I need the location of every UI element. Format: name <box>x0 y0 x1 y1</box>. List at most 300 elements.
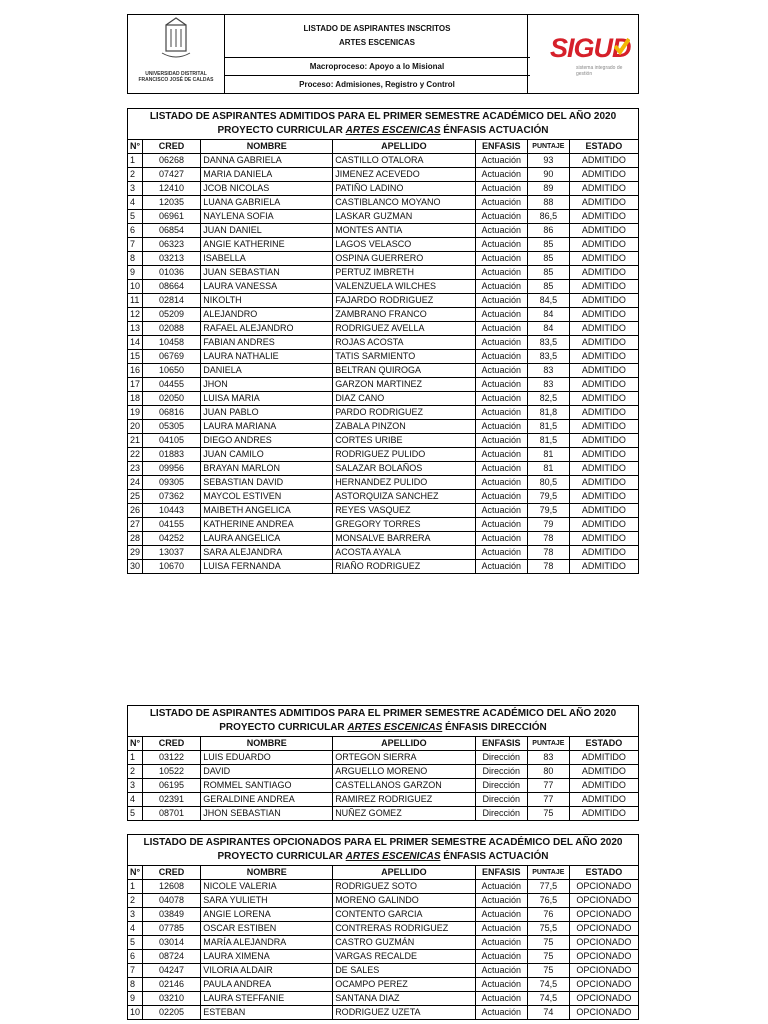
table-cell: Actuación <box>475 880 527 894</box>
table-cell: ADMITIDO <box>569 266 638 280</box>
table-cell: 89 <box>527 182 569 196</box>
table-cell: 9 <box>128 266 143 280</box>
table-row <box>128 807 639 821</box>
column-header: APELLIDO <box>333 866 475 880</box>
table-title <box>128 835 639 866</box>
table-title-line1: LISTADO DE ASPIRANTES ADMITIDOS PARA EL PRIMER SEMESTRE ACADÉMICO DEL AÑO 2020 <box>149 111 617 122</box>
table-cell: ADMITIDO <box>569 210 638 224</box>
table-cell: 25 <box>128 490 143 504</box>
table-cell: 02391 <box>142 793 201 807</box>
table-cell: 13037 <box>142 546 201 560</box>
table-cell: 93 <box>527 154 569 168</box>
table-cell: ADMITIDO <box>569 546 638 560</box>
table-cell: Actuación <box>475 546 527 560</box>
table-cell: 10 <box>128 280 143 294</box>
table-cell: 74 <box>527 1006 569 1020</box>
table-cell: ORTEGON SIERRA <box>333 751 475 765</box>
table-cell: Actuación <box>475 224 527 238</box>
column-header: NOMBRE <box>201 737 333 751</box>
table-row <box>128 182 639 196</box>
table-cell: ADMITIDO <box>569 238 638 252</box>
column-header: ESTADO <box>569 737 638 751</box>
checkmark-icon <box>614 37 630 55</box>
table-cell: RAFAEL ALEJANDRO <box>201 322 333 336</box>
table-cell: Actuación <box>475 308 527 322</box>
table-cell: 83,5 <box>527 336 569 350</box>
table-cell: MARIA DANIELA <box>201 168 333 182</box>
table-cell: 03213 <box>142 252 201 266</box>
title-prefix: PROYECTO CURRICULAR <box>217 851 346 862</box>
table-cell: RODRIGUEZ PULIDO <box>333 448 475 462</box>
table-cell: Actuación <box>475 364 527 378</box>
table-cell: ADMITIDO <box>569 392 638 406</box>
table-cell: 04155 <box>142 518 201 532</box>
table-cell: ZABALA PINZON <box>333 420 475 434</box>
column-header: APELLIDO <box>333 737 475 751</box>
table-cell: 21 <box>128 434 143 448</box>
table-cell: OPCIONADO <box>569 964 638 978</box>
table-cell: VARGAS RECALDE <box>333 950 475 964</box>
table-cell: ADMITIDO <box>569 322 638 336</box>
table-cell: 20 <box>128 420 143 434</box>
table-cell: 22 <box>128 448 143 462</box>
table-cell: 85 <box>527 238 569 252</box>
column-header: N° <box>128 737 143 751</box>
table-cell: RAMIREZ RODRIGUEZ <box>333 793 475 807</box>
table-cell: Actuación <box>475 448 527 462</box>
table-cell: 79,5 <box>527 504 569 518</box>
table-cell: ADMITIDO <box>569 532 638 546</box>
table-cell: OCAMPO PEREZ <box>333 978 475 992</box>
header-titles <box>224 15 530 93</box>
table-cell: GARZON MARTINEZ <box>333 378 475 392</box>
table-cell: ADMITIDO <box>569 434 638 448</box>
table-cell: ADMITIDO <box>569 490 638 504</box>
table-cell: 9 <box>128 992 143 1006</box>
table-cell: 83 <box>527 364 569 378</box>
table-cell: Actuación <box>475 322 527 336</box>
admitidos-direccion-table <box>127 705 639 821</box>
table-cell: Actuación <box>475 518 527 532</box>
table-row <box>128 964 639 978</box>
table-cell: 09305 <box>142 476 201 490</box>
title-program: ARTES ESCENICAS <box>347 722 443 733</box>
table-row <box>128 378 639 392</box>
table-title-line2 <box>130 850 636 864</box>
table-cell: JUAN CAMILO <box>201 448 333 462</box>
table-cell: OPCIONADO <box>569 922 638 936</box>
table-cell: ADMITIDO <box>569 182 638 196</box>
table-cell: 09956 <box>142 462 201 476</box>
table-cell: ADMITIDO <box>569 336 638 350</box>
table-row <box>128 936 639 950</box>
table-cell: NIKOLTH <box>201 294 333 308</box>
table-cell: Dirección <box>475 807 527 821</box>
table-cell: 10458 <box>142 336 201 350</box>
table-cell: 30 <box>128 560 143 574</box>
table-cell: Actuación <box>475 434 527 448</box>
column-header: PUNTAJE <box>527 866 569 880</box>
table-cell: 06195 <box>142 779 201 793</box>
table-cell: 75 <box>527 936 569 950</box>
table-cell: ESTEBAN <box>201 1006 333 1020</box>
table-row <box>128 793 639 807</box>
table-cell: 03014 <box>142 936 201 950</box>
table-cell: 23 <box>128 462 143 476</box>
table-cell: MARÍA ALEJANDRA <box>201 936 333 950</box>
table-cell: ADMITIDO <box>569 504 638 518</box>
table-row <box>128 294 639 308</box>
column-header: CRED <box>142 737 201 751</box>
table-cell: Actuación <box>475 560 527 574</box>
table-row <box>128 532 639 546</box>
table-cell: Actuación <box>475 462 527 476</box>
table-row <box>128 922 639 936</box>
table-cell: Actuación <box>475 504 527 518</box>
table-cell: ADMITIDO <box>569 807 638 821</box>
table-cell: 83,5 <box>527 350 569 364</box>
table-cell: 03122 <box>142 751 201 765</box>
table-cell: 5 <box>128 936 143 950</box>
table-cell: Dirección <box>475 779 527 793</box>
table-row <box>128 266 639 280</box>
table-cell: ADMITIDO <box>569 378 638 392</box>
table-cell: DIAZ CANO <box>333 392 475 406</box>
title-program: ARTES ESCENICAS <box>345 125 441 136</box>
table-cell: 08724 <box>142 950 201 964</box>
table-cell: 78 <box>527 546 569 560</box>
table-cell: LUISA FERNANDA <box>201 560 333 574</box>
table-cell: REYES VASQUEZ <box>333 504 475 518</box>
table-cell: ADMITIDO <box>569 406 638 420</box>
table-row <box>128 168 639 182</box>
table-cell: Actuación <box>475 280 527 294</box>
table-cell: KATHERINE ANDREA <box>201 518 333 532</box>
column-header: ESTADO <box>569 866 638 880</box>
table-cell: 81,5 <box>527 434 569 448</box>
table-cell: JIMENEZ ACEVEDO <box>333 168 475 182</box>
table-cell: CASTILLO OTALORA <box>333 154 475 168</box>
table-cell: RIAÑO RODRIGUEZ <box>333 560 475 574</box>
table-cell: Actuación <box>475 294 527 308</box>
table-cell: LAURA NATHALIE <box>201 350 333 364</box>
table-cell: OPCIONADO <box>569 936 638 950</box>
table-cell: 10522 <box>142 765 201 779</box>
table-cell: 05209 <box>142 308 201 322</box>
university-subname: FRANCISCO JOSÉ DE CALDAS <box>138 77 214 83</box>
column-header: N° <box>128 866 143 880</box>
table-cell: CONTRERAS RODRIGUEZ <box>333 922 475 936</box>
table-row <box>128 308 639 322</box>
table-cell: 3 <box>128 182 143 196</box>
table-cell: 82,5 <box>527 392 569 406</box>
sigud-tagline: sistema integrado de gestión <box>576 65 623 77</box>
table-cell: 06268 <box>142 154 201 168</box>
table-cell: 6 <box>128 224 143 238</box>
table-cell: JCOB NICOLAS <box>201 182 333 196</box>
table-cell: OSPINA GUERRERO <box>333 252 475 266</box>
table-cell: 1 <box>128 751 143 765</box>
table-cell: Dirección <box>475 793 527 807</box>
table-cell: 7 <box>128 238 143 252</box>
university-name: UNIVERSIDAD DISTRITAL <box>145 71 207 77</box>
table-title-line2 <box>130 124 636 138</box>
table-cell: 85 <box>527 252 569 266</box>
table-cell: 12035 <box>142 196 201 210</box>
table-cell: FABIAN ANDRES <box>201 336 333 350</box>
table-cell: CORTES URIBE <box>333 434 475 448</box>
table-cell: 06323 <box>142 238 201 252</box>
table-cell: 8 <box>128 252 143 266</box>
table-cell: 10650 <box>142 364 201 378</box>
table-cell: OPCIONADO <box>569 894 638 908</box>
table-row <box>128 560 639 574</box>
table-cell: ADMITIDO <box>569 196 638 210</box>
table-title-line1: LISTADO DE ASPIRANTES ADMITIDOS PARA EL PRIMER SEMESTRE ACADÉMICO DEL AÑO 2020 <box>149 708 617 719</box>
table-cell: ADMITIDO <box>569 420 638 434</box>
table-cell: ADMITIDO <box>569 779 638 793</box>
table-cell: 08701 <box>142 807 201 821</box>
table-cell: 02814 <box>142 294 201 308</box>
table-cell: 83 <box>527 751 569 765</box>
table-cell: MAYCOL ESTIVEN <box>201 490 333 504</box>
table-cell: Actuación <box>475 378 527 392</box>
table-cell: ADMITIDO <box>569 224 638 238</box>
table-row <box>128 154 639 168</box>
table-cell: 04078 <box>142 894 201 908</box>
table-title-line1: LISTADO DE ASPIRANTES OPCIONADOS PARA EL PRIMER SEMESTRE ACADÉMICO DEL AÑO 2020 <box>143 837 623 848</box>
table-cell: 12410 <box>142 182 201 196</box>
table-cell: GREGORY TORRES <box>333 518 475 532</box>
table-row <box>128 238 639 252</box>
table-cell: 80,5 <box>527 476 569 490</box>
university-crest-icon <box>128 15 224 75</box>
document-header <box>127 14 639 94</box>
table-cell: CASTELLANOS GARZON <box>333 779 475 793</box>
table-row <box>128 406 639 420</box>
table-row <box>128 978 639 992</box>
table-cell: LAURA XIMENA <box>201 950 333 964</box>
macroproceso-label: Macroproceso: Apoyo a lo Misional <box>224 58 530 76</box>
table-cell: ADMITIDO <box>569 765 638 779</box>
table-row <box>128 420 639 434</box>
table-cell: ROJAS ACOSTA <box>333 336 475 350</box>
table-row <box>128 350 639 364</box>
table-cell: 03210 <box>142 992 201 1006</box>
table-cell: OSCAR ESTIBEN <box>201 922 333 936</box>
table-cell: Actuación <box>475 252 527 266</box>
table-cell: 01883 <box>142 448 201 462</box>
table-cell: 2 <box>128 765 143 779</box>
table-cell: JHON <box>201 378 333 392</box>
table-cell: 74,5 <box>527 992 569 1006</box>
table-cell: Actuación <box>475 1006 527 1020</box>
table-cell: 88 <box>527 196 569 210</box>
table-cell: LAURA ANGELICA <box>201 532 333 546</box>
table-cell: 06816 <box>142 406 201 420</box>
table-cell: MONTES ANTIA <box>333 224 475 238</box>
table-cell: OPCIONADO <box>569 978 638 992</box>
column-header: NOMBRE <box>201 140 333 154</box>
table-cell: RODRIGUEZ SOTO <box>333 880 475 894</box>
table-cell: ADMITIDO <box>569 252 638 266</box>
table-cell: LUANA GABRIELA <box>201 196 333 210</box>
opcionados-actuacion-table <box>127 834 639 1020</box>
table-cell: Actuación <box>475 420 527 434</box>
university-logo <box>128 15 225 93</box>
table-cell: ROMMEL SANTIAGO <box>201 779 333 793</box>
table-cell: 02146 <box>142 978 201 992</box>
table-cell: 10670 <box>142 560 201 574</box>
column-header: N° <box>128 140 143 154</box>
title-suffix: ÉNFASIS DIRECCIÓN <box>442 722 547 733</box>
table-cell: CONTENTO GARCIA <box>333 908 475 922</box>
table-cell: ADMITIDO <box>569 294 638 308</box>
table-cell: 81,5 <box>527 420 569 434</box>
table-cell: JUAN SEBASTIAN <box>201 266 333 280</box>
table-row <box>128 434 639 448</box>
table-cell: ISABELLA <box>201 252 333 266</box>
table-cell: 85 <box>527 280 569 294</box>
table-row <box>128 950 639 964</box>
table-cell: ANGIE KATHERINE <box>201 238 333 252</box>
table-cell: Actuación <box>475 238 527 252</box>
table-cell: Actuación <box>475 350 527 364</box>
table-cell: 2 <box>128 894 143 908</box>
table-cell: ACOSTA AYALA <box>333 546 475 560</box>
column-header: PUNTAJE <box>527 737 569 751</box>
table-cell: CASTRO GUZMÁN <box>333 936 475 950</box>
table-cell: 81,8 <box>527 406 569 420</box>
table-cell: Actuación <box>475 168 527 182</box>
table-cell: BELTRAN QUIROGA <box>333 364 475 378</box>
table-cell: 90 <box>527 168 569 182</box>
title-prefix: PROYECTO CURRICULAR <box>217 125 346 136</box>
table-cell: SEBASTIAN DAVID <box>201 476 333 490</box>
table-cell: Actuación <box>475 406 527 420</box>
table-cell: NUÑEZ GOMEZ <box>333 807 475 821</box>
column-header: NOMBRE <box>201 866 333 880</box>
table-cell: 4 <box>128 793 143 807</box>
table-cell: 26 <box>128 504 143 518</box>
table-cell: RODRIGUEZ UZETA <box>333 1006 475 1020</box>
column-header: ENFASIS <box>475 737 527 751</box>
table-cell: Actuación <box>475 182 527 196</box>
title-suffix: ÉNFASIS ACTUACIÓN <box>440 851 549 862</box>
table-cell: 02205 <box>142 1006 201 1020</box>
table-cell: Actuación <box>475 950 527 964</box>
table-cell: 7 <box>128 964 143 978</box>
table-row <box>128 765 639 779</box>
table-cell: 05305 <box>142 420 201 434</box>
table-cell: SALAZAR BOLAÑOS <box>333 462 475 476</box>
table-cell: ADMITIDO <box>569 168 638 182</box>
table-cell: ADMITIDO <box>569 308 638 322</box>
column-header: CRED <box>142 140 201 154</box>
table-cell: ADMITIDO <box>569 280 638 294</box>
table-row <box>128 364 639 378</box>
table-cell: ADMITIDO <box>569 560 638 574</box>
table-cell: 77 <box>527 793 569 807</box>
admitidos-actuacion-table <box>127 108 639 574</box>
table-cell: 84 <box>527 308 569 322</box>
table-cell: 14 <box>128 336 143 350</box>
table-cell: 1 <box>128 154 143 168</box>
table-cell: PARDO RODRIGUEZ <box>333 406 475 420</box>
table-cell: 8 <box>128 978 143 992</box>
table-cell: 29 <box>128 546 143 560</box>
header-subtitle: ARTES ESCENICAS <box>338 38 415 47</box>
table-cell: ADMITIDO <box>569 793 638 807</box>
table-cell: ALEJANDRO <box>201 308 333 322</box>
table-cell: ANGIE LORENA <box>201 908 333 922</box>
table-cell: BRAYAN MARLON <box>201 462 333 476</box>
table-cell: 78 <box>527 532 569 546</box>
table-cell: HERNANDEZ PULIDO <box>333 476 475 490</box>
table-row <box>128 280 639 294</box>
proceso-label: Proceso: Admisiones, Registro y Control <box>299 80 455 89</box>
table-cell: 06854 <box>142 224 201 238</box>
table-cell: 6 <box>128 950 143 964</box>
table-cell: MONSALVE BARRERA <box>333 532 475 546</box>
table-row <box>128 210 639 224</box>
table-cell: 83 <box>527 378 569 392</box>
table-cell: ASTORQUIZA SANCHEZ <box>333 490 475 504</box>
table-cell: 02088 <box>142 322 201 336</box>
table-cell: 04455 <box>142 378 201 392</box>
table-cell: 1 <box>128 880 143 894</box>
title-program: ARTES ESCENICAS <box>345 851 441 862</box>
column-header: ENFASIS <box>475 866 527 880</box>
table-cell: LAURA MARIANA <box>201 420 333 434</box>
table-cell: 04105 <box>142 434 201 448</box>
table-cell: Actuación <box>475 196 527 210</box>
table-cell: 17 <box>128 378 143 392</box>
table-row <box>128 992 639 1006</box>
table-cell: 86,5 <box>527 210 569 224</box>
table-cell: SARA YULIETH <box>201 894 333 908</box>
table-row <box>128 1006 639 1020</box>
table-cell: 07427 <box>142 168 201 182</box>
table-row <box>128 448 639 462</box>
table-cell: OPCIONADO <box>569 908 638 922</box>
table-cell: VALENZUELA WILCHES <box>333 280 475 294</box>
table-cell: ADMITIDO <box>569 448 638 462</box>
table-cell: 01036 <box>142 266 201 280</box>
table-cell: 28 <box>128 532 143 546</box>
table-header-row <box>128 140 639 154</box>
table-cell: Actuación <box>475 210 527 224</box>
table-cell: 5 <box>128 807 143 821</box>
table-cell: 16 <box>128 364 143 378</box>
table-cell: 79 <box>527 518 569 532</box>
table-cell: 04247 <box>142 964 201 978</box>
table-cell: MORENO GALINDO <box>333 894 475 908</box>
table-cell: OPCIONADO <box>569 1006 638 1020</box>
table-cell: 81 <box>527 462 569 476</box>
table-cell: ZAMBRANO FRANCO <box>333 308 475 322</box>
table-title <box>128 706 639 737</box>
column-header: ENFASIS <box>475 140 527 154</box>
table-cell: OPCIONADO <box>569 950 638 964</box>
table-cell: Actuación <box>475 908 527 922</box>
table-cell: ADMITIDO <box>569 476 638 490</box>
table-cell: JHON SEBASTIAN <box>201 807 333 821</box>
table-cell: 15 <box>128 350 143 364</box>
table-cell: DANNA GABRIELA <box>201 154 333 168</box>
table-cell: 08664 <box>142 280 201 294</box>
table-cell: 03849 <box>142 908 201 922</box>
